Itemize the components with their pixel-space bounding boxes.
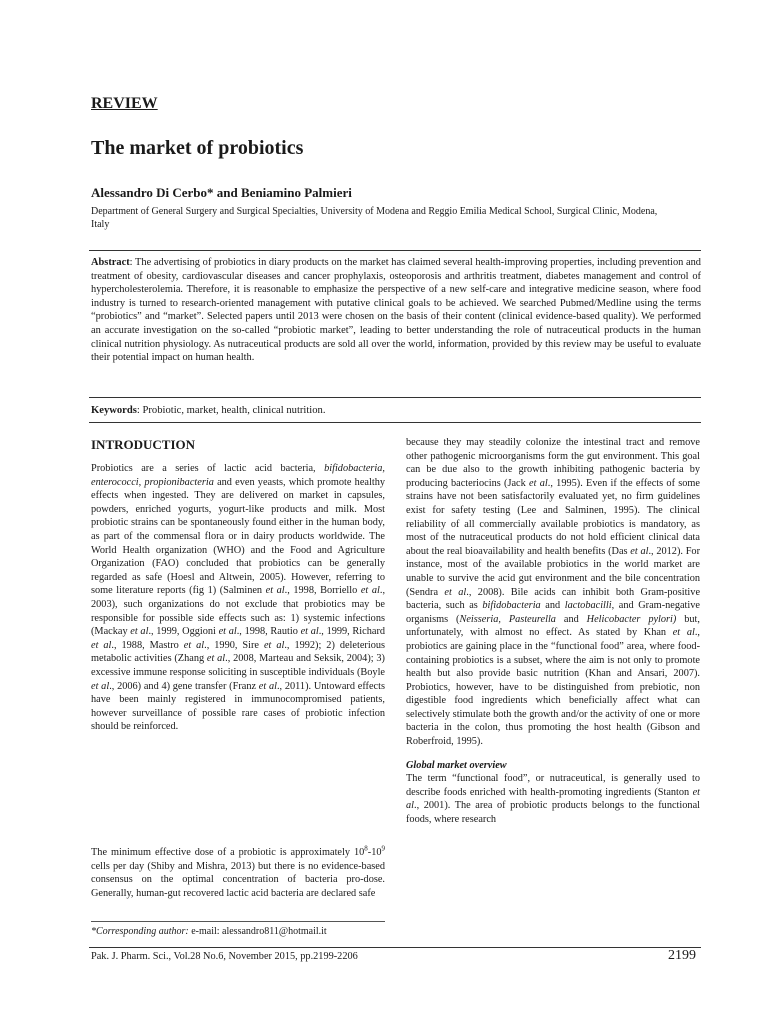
footnote-email: e-mail: alessandro811@hotmail.it bbox=[188, 926, 327, 937]
footnote-rule bbox=[91, 921, 385, 922]
keywords-text: : Probiotic, market, health, clinical nutrition. bbox=[136, 405, 326, 416]
keywords-label: Keywords bbox=[91, 405, 137, 416]
left-column bbox=[91, 462, 385, 734]
abstract-label: Abstract bbox=[91, 257, 130, 268]
article-title: The market of probiotics bbox=[91, 137, 304, 159]
right-column bbox=[406, 436, 700, 827]
abstract bbox=[91, 256, 701, 365]
keywords bbox=[91, 405, 326, 416]
section-heading-introduction: INTRODUCTION bbox=[91, 437, 196, 452]
intro-paragraph-1: Probiotics are a series of lactic acid bacteria, bifidobacteria, enterococci, propionibacteria and even yeasts, which promote healthy effects when ingested. They are delivered on market in capsules, powders, enriched yogurts, yogurt-like products and milk. Most probiotic strains can be spontaneously found either in the human body, as part of the commensal flora or in dairy products worldwide. The World Health organization (WHO) and the Food and Agriculture Organization (FAO) concluded that probiotics can be generally regarded as safe (Hoesl and Altwein, 2005). However, referring to some literature reports (fig 1) (Salminen et al., 1998, Borriello et al., 2003), such organizations do not exclude that probiotics may be responsible for possible side effects such as: 1) systemic infections (Mackay et al., 1999, Oggioni et al., 1998, Rautio et al., 1999, Richard et al., 1988, Mastro et al., 1990, Sire et al., 1992); 2) deleterious metabolic activities (Zhang et al., 2008, Marteau and Seksik, 2004); 3) excessive immune response soliciting in susceptible individuals (Boyle et al., 2006) and 4) gene transfer (Franz et al., 2011). Untoward effects have been mainly registered in immunocompromised patients, however surveillance of possible rare cases of probiotic infection should be reinforced. bbox=[91, 463, 386, 733]
author-list: Alessandro Di Cerbo* and Beniamino Palmieri bbox=[91, 185, 352, 200]
intro-paragraph-2: The minimum effective dose of a probiotic is approximately $10^8-10^9$ cells per day (Shiby and Mishra, 2013) but there is no evidence-based consensus on the optimal concentration of bacteria pro-dose. Generally, human-gut recovered lactic acid bacteria are declared safe bbox=[91, 844, 385, 899]
market-paragraph: The term “functional food”, or nutraceutical, is generally used to describe foods enriched with health-promoting ingredients (Stanton et al., 2001). The area of probiotic products belongs to the functional foods, where research bbox=[406, 773, 700, 826]
section-label: REVIEW bbox=[91, 95, 158, 112]
keywords-rule bbox=[89, 422, 701, 423]
intro-paragraph-3: because they may steadily colonize the intestinal tract and remove other pathogenic microorganisms form the gut environment. This goal can be due also to the growth inhibiting pathogenic bacteria by producing bacteriocins (Jack et al., 1995). Even if the effects of some strains have not been satisfactorily evaluated yet, no firm guidelines exist for safety testing (Lee and Salminen, 1995). The clinical reliability of all commercially available probiotics is mandatory, as most of the nutraceutical products do not hold efficient clinical data about the real bioavailability and health benefits (Das et al., 2012). For instance, most of the available probiotics in the world market are unable to survive the acid gut environment and the bile concentration (Sendra et al., 2008). Bile acids can inhibit both Gram-positive bacteria, such as bifidobacteria and lactobacilli, and Gram-negative organisms (Neisseria, Pasteurella and Helicobacter pylori) but, unfortunately, with almost no effect. As stated by Khan et al., probiotics are gaining place in the “functional food” area, where food-containing probiotics is a subset, where the aim is not only to promote health but also provide basic nutrition (Khan and Ansari, 2007). Probiotics, however, have to be distinguished from prebiotic, non digestible food ingredients which beneficially affect what can selectively stimulate both the growth and/or the activity of one or more bacteria in the colon, thus promoting the host health (Gibson and Roberfroid, 1995). bbox=[406, 437, 701, 748]
corresponding-author-note bbox=[91, 926, 327, 937]
page-number: 2199 bbox=[668, 948, 696, 963]
journal-citation: Pak. J. Pharm. Sci., Vol.28 No.6, November 2015, pp.2199-2206 bbox=[91, 951, 358, 962]
footer-rule bbox=[89, 947, 701, 948]
abstract-text: : The advertising of probiotics in diary products on the market has claimed several health-improving properties, including prevention and treatment of obesity, cardiovascular diseases and cancer prophylaxis, osteoporosis and arthritis treatment, diabetes management and control of hypercholesterolemia. Therefore, it is reasonable to emphasize the perspective of a new self-care and integrative medicine season, where food industry is turned to research-oriented management with putative clinical goals to be achieved. We searched Pubmed/Medline using the terms “probiotics” and “market”. Selected papers until 2013 were chosen on the basis of their content (clinical evidence-based quality). We performed an accurate investigation on the so-called “probiotic market”, leading to better understanding the role of nutraceutical products in the human clinical nutrition physiology. As nutraceutical products are sold all over the world, information, provided by this review may be useful to evaluate their potential impact on human health. bbox=[91, 257, 701, 364]
subheading-global-market: Global market overview bbox=[406, 759, 507, 771]
abstract-bottom-rule bbox=[89, 397, 701, 398]
footnote-label: *Corresponding author: bbox=[91, 926, 189, 937]
affiliation: Department of General Surgery and Surgical Specialties, University of Modena and Reggio Emilia Medical School, Surgical Clinic, Modena, Italy bbox=[91, 206, 658, 230]
left-column-paragraph-2 bbox=[91, 846, 385, 900]
abstract-top-rule bbox=[89, 250, 701, 251]
